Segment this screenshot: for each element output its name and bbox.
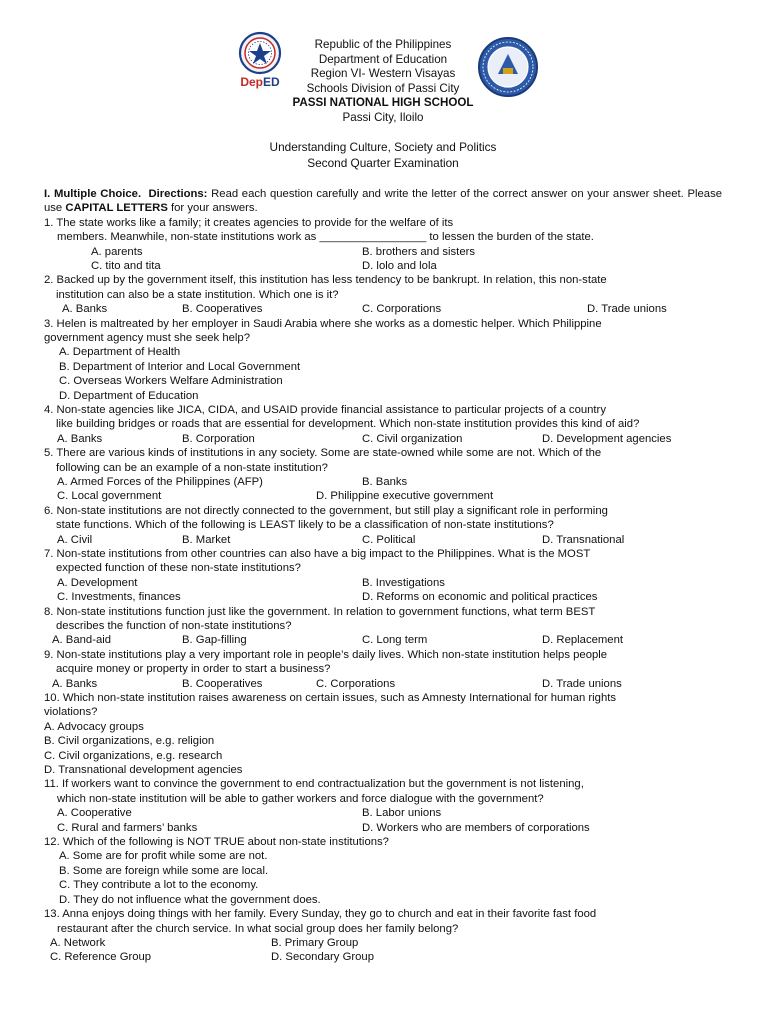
choice-a: A. parents (91, 245, 143, 258)
choice-row (44, 576, 722, 590)
choice-c: C. Corporations (362, 303, 442, 316)
choice-c: C. Reference Group (50, 951, 152, 964)
choice-row (44, 259, 722, 273)
school-seal-icon (474, 36, 542, 98)
directions-text-2: for your answers. (167, 202, 258, 215)
choice-d: D. Transnational development agencies (44, 764, 243, 777)
choice-a: A. Cooperative (57, 807, 132, 820)
choice-b: B. Banks (362, 476, 408, 489)
choice-b: B. Department of Interior and Local Government (59, 360, 301, 373)
question-stem: 13. Anna enjoys doing things with her family. Every Sunday, they go to church and eat in their favorite fast food (44, 908, 597, 921)
school-name: PASSI NATIONAL HIGH SCHOOL (292, 96, 474, 109)
question-stem-continued: describes the function of non-state institutions? (56, 620, 292, 633)
choice-a: A. Some are for profit while some are not. (59, 850, 268, 863)
choice-c: C. Political (362, 533, 416, 546)
choice-d: D. Trade unions (542, 677, 622, 690)
choice-row (44, 677, 722, 691)
directions-caps: CAPITAL LETTERS (65, 202, 168, 215)
question-stem: 10. Which non-state institution raises awareness on certain issues, such as Amnesty International for human rights (44, 692, 617, 705)
choice-row (44, 936, 722, 950)
choice-d: D. Secondary Group (271, 951, 374, 964)
question-stem-continued: expected function of these non-state institutions? (56, 562, 301, 575)
choice-b: B. Some are foreign while some are local. (59, 864, 269, 877)
directions-text-1: Read each question carefully and write the letter of the correct answer on your answer sheet. Please use (44, 188, 722, 215)
choice-row (44, 950, 722, 964)
choice-row (44, 633, 722, 647)
letterhead-text (44, 38, 722, 125)
choice-a: A. Banks (57, 432, 103, 445)
question-3 (44, 317, 722, 403)
school-location: Passi City, Iloilo (342, 110, 424, 124)
question-stem-continued: violations? (44, 706, 98, 719)
question-1 (44, 216, 722, 274)
choice-row (44, 245, 722, 259)
deped-wordmark: DepED (240, 75, 280, 89)
choice-list (44, 345, 722, 403)
choice-a: A. Network (50, 936, 106, 949)
choice-list (44, 849, 722, 907)
question-12 (44, 835, 722, 907)
choice-c: C. Long term (362, 634, 428, 647)
question-stem: 6. Non-state institutions are not directly connected to the government, but still play a significant role in performing (44, 504, 608, 517)
choice-b: B. Cooperatives (182, 677, 263, 690)
choice-b: B. Gap-filling (182, 634, 247, 647)
question-stem-continued: acquire money or property in order to start a business? (56, 663, 331, 676)
question-stem-continued: institution can also be a state institution. Which one is it? (56, 288, 339, 301)
part-label: I. Multiple Choice. (44, 188, 142, 200)
question-10 (44, 691, 722, 777)
choice-d: D. Workers who are members of corporations (362, 821, 590, 834)
choice-c: C. Civil organization (362, 432, 463, 445)
choice-a: A. Department of Health (59, 346, 181, 359)
choice-row (44, 806, 722, 820)
question-stem: 1. The state works like a family; it creates agencies to provide for the welfare of its (44, 216, 454, 229)
question-stem: 5. There are various kinds of institutions in any society. Some are state-owned while some are not. Which of the (44, 447, 602, 460)
choice-list (44, 720, 722, 778)
question-stem-continued: government agency must she seek help? (44, 332, 250, 345)
question-stem: 2. Backed up by the government itself, this institution has less tendency to be bankrupt. In relation, this non-state (44, 274, 607, 287)
choice-row (44, 489, 722, 503)
question-9 (44, 648, 722, 691)
choice-d: D. Philippine executive government (316, 490, 494, 503)
choice-a: A. Civil (57, 533, 93, 546)
header-region: Region VI- Western Visayas (310, 67, 456, 80)
question-13 (44, 907, 722, 965)
choice-c: C. Rural and farmers’ banks (57, 821, 198, 834)
instructions (44, 187, 722, 216)
choice-d: D. Department of Education (59, 389, 199, 402)
question-stem: 7. Non-state institutions from other countries can also have a big impact to the Philippines. What is the MOST (44, 548, 591, 561)
question-stem: 11. If workers want to convince the government to end contractualization but the government is not listening, (44, 778, 584, 791)
choice-row (44, 432, 722, 446)
choice-a: A. Band-aid (52, 634, 112, 647)
question-stem-continued: members. Meanwhile, non-state institutions work as _________________ to lessen the burden of the state. (57, 231, 594, 244)
choice-d: D. Transnational (542, 533, 625, 546)
choice-b: B. Investigations (362, 576, 445, 589)
question-7 (44, 547, 722, 605)
exam-page (44, 0, 722, 1024)
question-6 (44, 504, 722, 547)
question-stem-continued: restaurant after the church service. In what social group does her family belong? (57, 922, 459, 935)
quarter-title: Second Quarter Examination (307, 155, 459, 170)
choice-a: A. Development (57, 576, 138, 589)
question-stem-continued: following can be an example of a non-state institution? (56, 461, 328, 474)
question-8 (44, 605, 722, 648)
choice-b: B. Civil organizations, e.g. religion (44, 735, 215, 748)
choice-d: D. Trade unions (587, 303, 667, 316)
question-body (44, 187, 722, 965)
choice-a: A. Advocacy groups (44, 720, 144, 733)
choice-b: B. brothers and sisters (362, 245, 476, 258)
choice-d: D. Development agencies (542, 432, 672, 445)
question-stem: 8. Non-state institutions function just like the government. In relation to government functions, what term BEST (44, 605, 596, 618)
choice-row (44, 302, 722, 316)
choice-c: C. Investments, finances (57, 591, 181, 604)
choice-b: B. Labor unions (362, 807, 442, 820)
choice-d: D. lolo and lola (362, 260, 437, 273)
choice-c: C. Corporations (316, 677, 396, 690)
choice-c: C. Overseas Workers Welfare Administration (59, 375, 283, 388)
choice-b: B. Corporation (182, 432, 255, 445)
choice-c: C. Local government (57, 490, 162, 503)
header-division: Schools Division of Passi City (306, 81, 460, 95)
choice-d: D. Replacement (542, 634, 623, 647)
choice-a: A. Banks (52, 677, 98, 690)
question-11 (44, 777, 722, 835)
choice-b: B. Market (182, 533, 231, 546)
choice-row (44, 590, 722, 604)
question-stem-continued: like building bridges or roads that are essential for development. Which non-state institution provides this kind of aid? (56, 418, 640, 431)
question-stem: 3. Helen is maltreated by her employer in Saudi Arabia where she works as a domestic helper. Which Philippine (44, 317, 602, 330)
choice-b: B. Cooperatives (182, 303, 263, 316)
directions-label: Directions: (148, 188, 208, 200)
letterhead (44, 0, 722, 130)
choice-c: C. tito and tita (91, 260, 161, 273)
question-stem-continued: which non-state institution will be able to gather workers and force dialogue with the government? (57, 792, 544, 805)
question-2 (44, 273, 722, 316)
choice-c: C. They contribute a lot to the economy. (59, 879, 259, 892)
header-republic: Republic of the Philippines (314, 38, 452, 51)
question-stem: 12. Which of the following is NOT TRUE about non-state institutions? (44, 836, 389, 849)
choice-d: D. Reforms on economic and political practices (362, 591, 598, 604)
question-5 (44, 446, 722, 504)
choice-a: A. Armed Forces of the Philippines (AFP) (57, 476, 263, 489)
choice-c: C. Civil organizations, e.g. research (44, 749, 223, 762)
choice-row (44, 821, 722, 835)
header-department: Department of Education (318, 52, 448, 66)
question-stem: 9. Non-state institutions play a very important role in people’s daily lives. Which non-state institution helps people (44, 648, 608, 661)
subject-title: Understanding Culture, Society and Politics (269, 140, 497, 154)
choice-a: A. Banks (62, 303, 108, 316)
choice-row (44, 533, 722, 547)
exam-title-block (44, 140, 722, 171)
choice-d: D. They do not influence what the government does. (59, 893, 321, 906)
question-stem-continued: state functions. Which of the following is LEAST likely to be a classification of non-state institutions? (56, 519, 554, 532)
question-stem: 4. Non-state agencies like JICA, CIDA, and USAID provide financial assistance to particular projects of a country (44, 404, 606, 417)
question-4 (44, 403, 722, 446)
choice-row (44, 475, 722, 489)
choice-b: B. Primary Group (271, 936, 359, 949)
